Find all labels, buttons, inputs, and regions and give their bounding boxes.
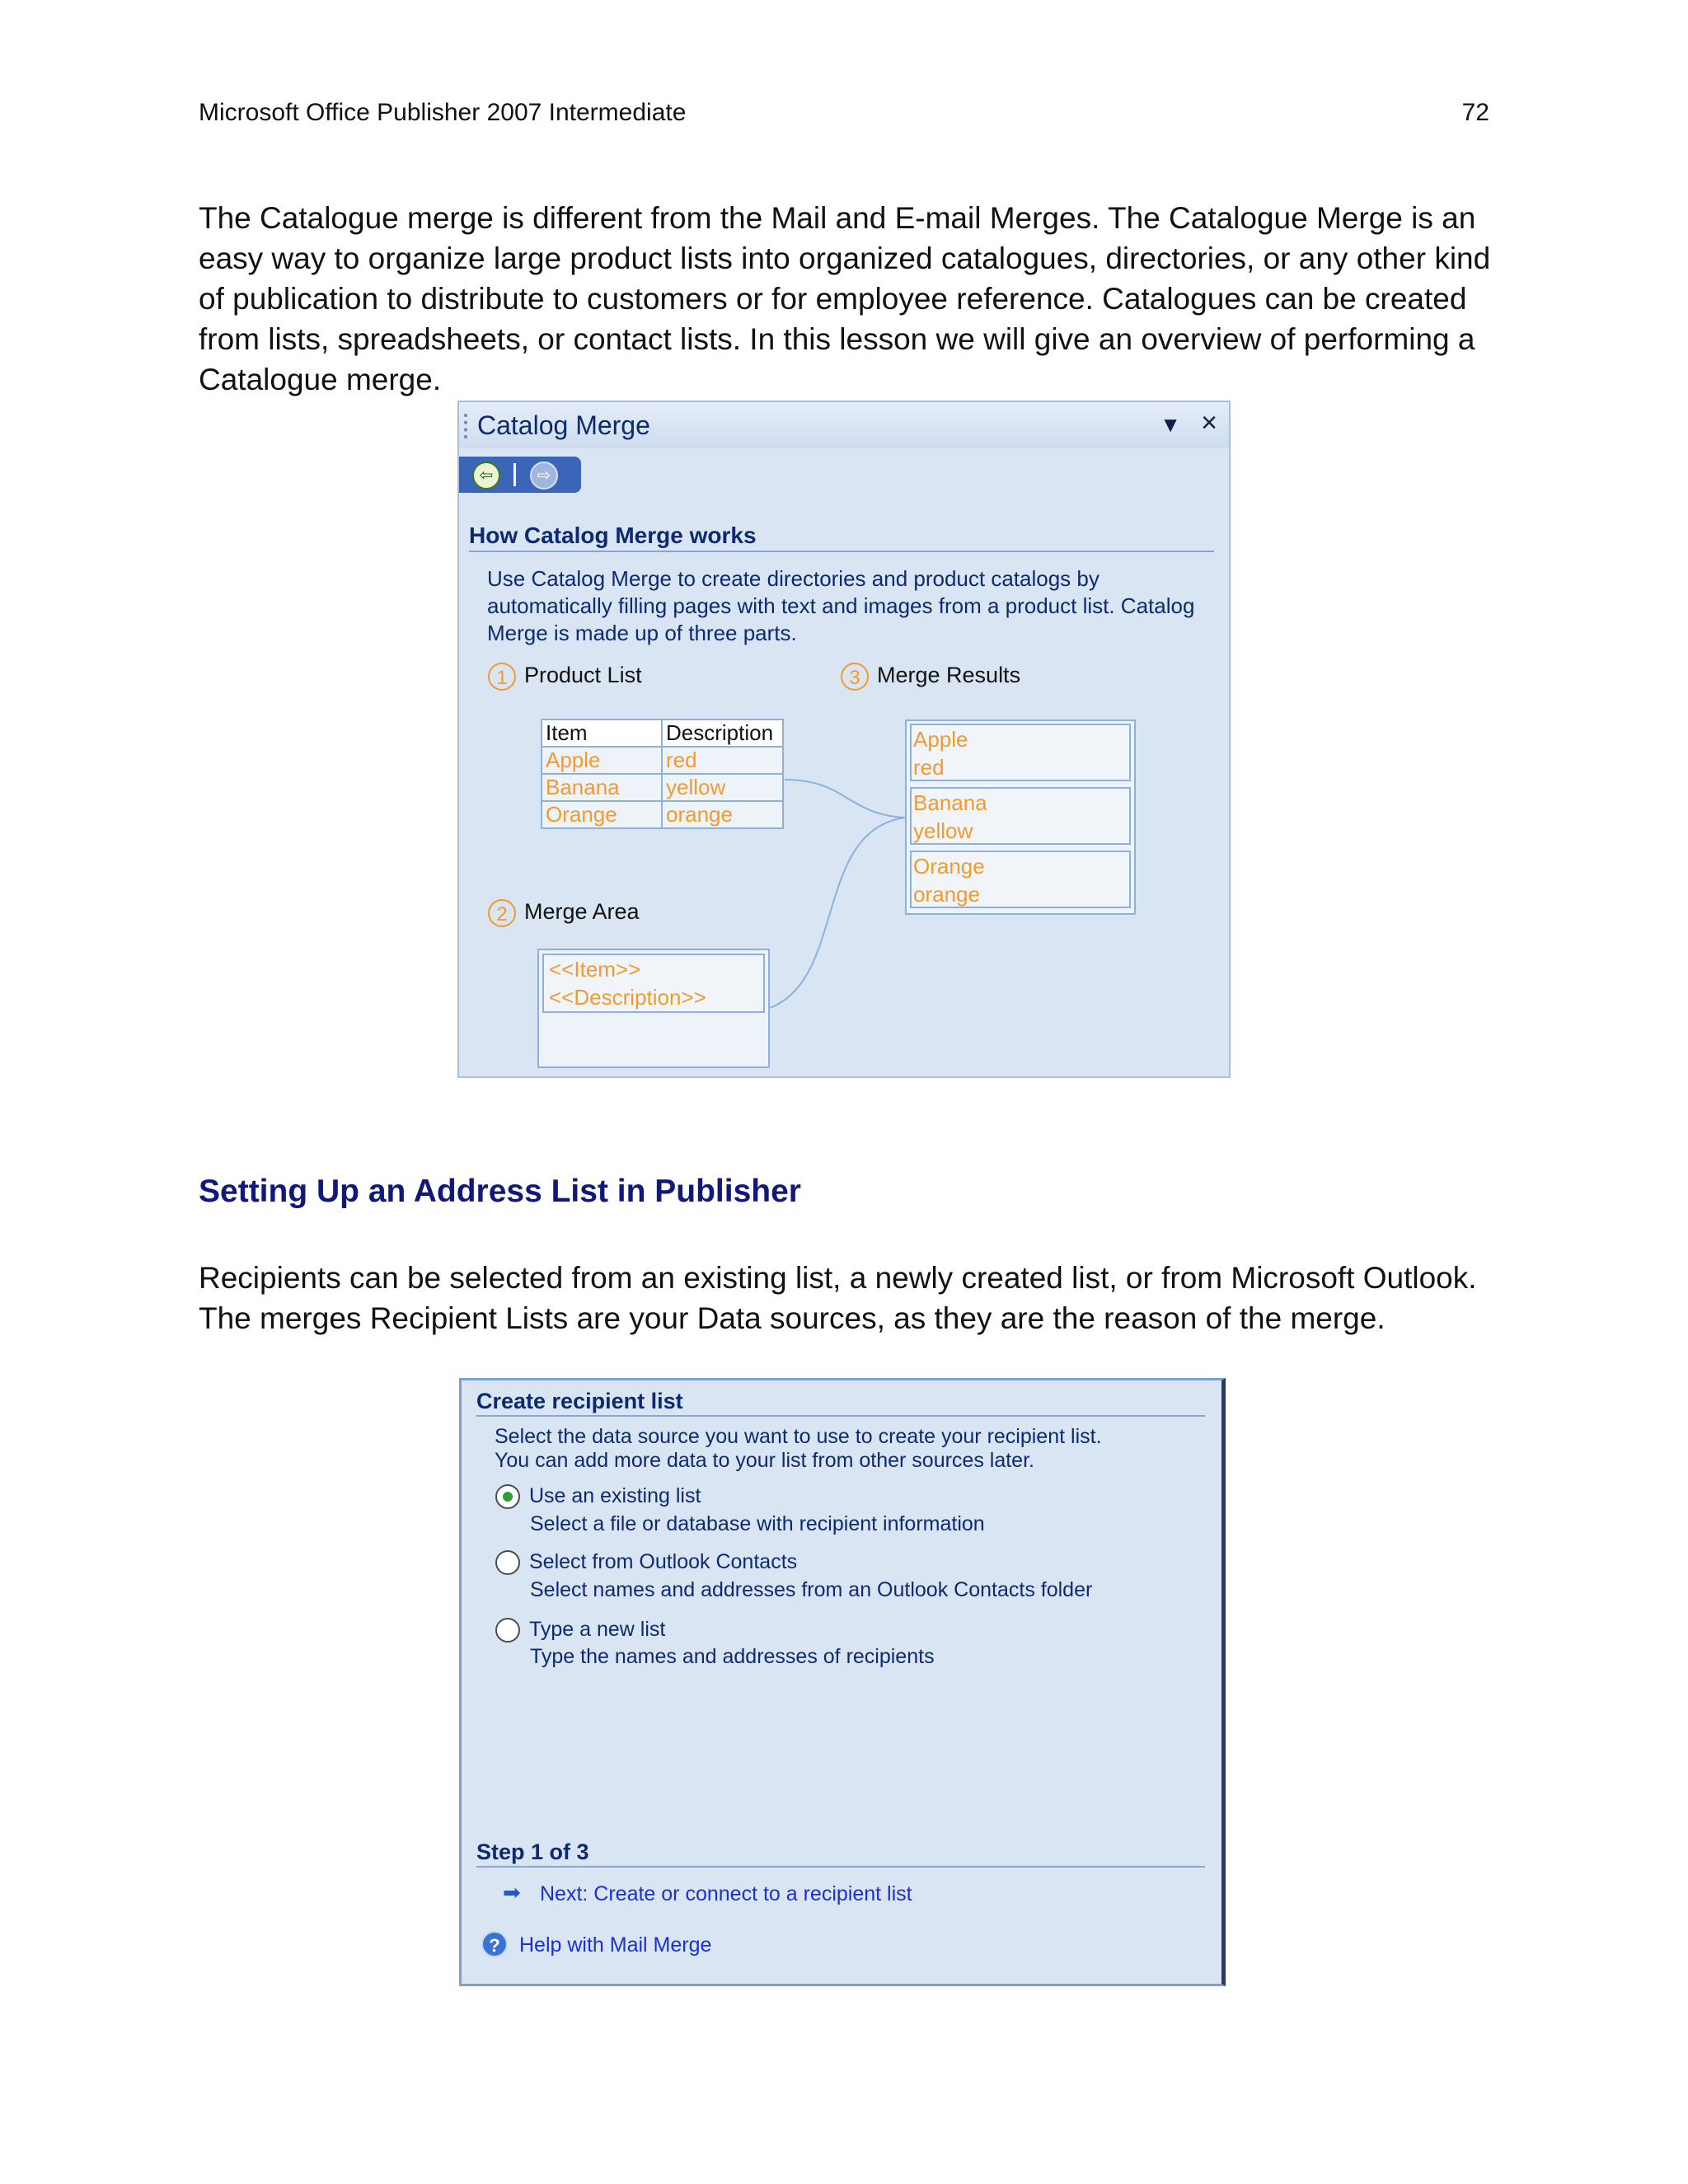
back-arrow-icon[interactable]: ⇦ [472,462,500,490]
connector-area-to-results [770,818,905,1008]
next-arrow-icon[interactable]: ➡ [503,1880,521,1905]
page-header [199,99,1489,127]
radio-selected-dot [503,1492,513,1502]
close-icon[interactable]: × [1201,407,1217,438]
section-title: Setting Up an Address List in Publisher [199,1174,801,1209]
dropdown-arrow-icon[interactable]: ▼ [1160,412,1181,437]
merge-field-item: <<Item>> [549,957,641,982]
table-row [542,747,783,774]
merge-area-fields [542,954,765,1013]
catalog-merge-panel [457,401,1231,1078]
recipients-paragraph: Recipients can be selected from an existing list, a newly created list, or from Microsoft Outlook. The merges Recipient Lists are your Data sources, as they are the reason of the merge. [199,1261,1477,1335]
merge-area-box [537,949,770,1068]
help-link[interactable]: Help with Mail Merge [519,1933,712,1957]
table-row [542,801,783,828]
table-cell: Orange [542,801,662,828]
intro-paragraph: The Catalogue merge is different from the Mail and E-mail Merges. The Catalogue Merge is an easy way to organize large product lists into organized catalogues, directories, or any other kind of publication to distribute to customers or for employee reference. Catalogues can be created from lists, spreadsheets, or contact lists. In this lesson we will give an overview of performing a Catalogue merge. [199,201,1491,396]
heading-divider [476,1415,1205,1417]
option-description: Select names and addresses from an Outlook Contacts folder [530,1578,1093,1601]
option-label[interactable]: Use an existing list [529,1484,701,1507]
table-cell: red [662,747,783,774]
table-cell: Banana [542,774,662,801]
option-description: Type the names and addresses of recipients [530,1645,935,1668]
table-header-row [542,719,783,747]
panel-heading: Create recipient list [476,1389,683,1413]
next-step-link[interactable]: Next: Create or connect to a recipient list [540,1882,912,1905]
merge-area-label: Merge Area [524,899,640,924]
table-row [542,774,783,801]
product-list-table [541,719,784,829]
panel-title: Catalog Merge [477,410,650,440]
merge-results-label: Merge Results [877,663,1021,687]
forward-arrow-icon[interactable]: ⇨ [530,462,558,490]
table-cell: yellow [662,774,783,801]
product-list-label: Product List [524,663,642,687]
how-it-works-heading: How Catalog Merge works [469,523,757,548]
merge-result-record [910,851,1131,908]
table-cell: orange [662,801,783,828]
result-description: red [913,755,945,780]
part-number-badge: 2 [488,899,516,927]
radio-existing-list[interactable] [495,1484,520,1509]
merge-field-description: <<Description>> [549,985,706,1010]
document-title: Microsoft Office Publisher 2007 Intermediate [199,99,687,126]
instruction-line: You can add more data to your list from other sources later. [495,1449,1034,1472]
instruction-line: Select the data source you want to use to create your recipient list. [495,1425,1102,1448]
table-cell: Apple [542,747,662,774]
how-it-works-description: Use Catalog Merge to create directories and product catalogs by automatically filling pages with text and images from a product list. Catalog Merge is made up of three parts. [487,566,1195,645]
option-label[interactable]: Type a new list [529,1618,666,1641]
result-item: Apple [913,727,968,752]
result-item: Orange [913,854,985,879]
option-label[interactable]: Select from Outlook Contacts [529,1550,798,1573]
result-item: Banana [913,790,987,815]
part-number-badge: 1 [488,663,516,691]
radio-outlook-contacts[interactable] [495,1550,520,1575]
part-number-badge: 3 [841,663,869,691]
result-description: yellow [913,818,973,843]
merge-results-box [905,719,1136,915]
step-label: Step 1 of 3 [476,1840,589,1864]
step-divider [476,1866,1205,1868]
result-description: orange [913,882,980,907]
merge-result-record [910,787,1131,845]
table-header-cell: Item [542,719,662,747]
option-description: Select a file or database with recipient information [530,1512,985,1535]
connector-table-to-results [785,780,905,818]
radio-new-list[interactable] [495,1618,520,1643]
recipient-list-panel [459,1378,1226,1986]
table-header-cell: Description [662,719,783,747]
merge-result-record [910,724,1131,781]
page-number: 72 [1461,99,1489,126]
help-icon[interactable]: ? [481,1931,508,1957]
